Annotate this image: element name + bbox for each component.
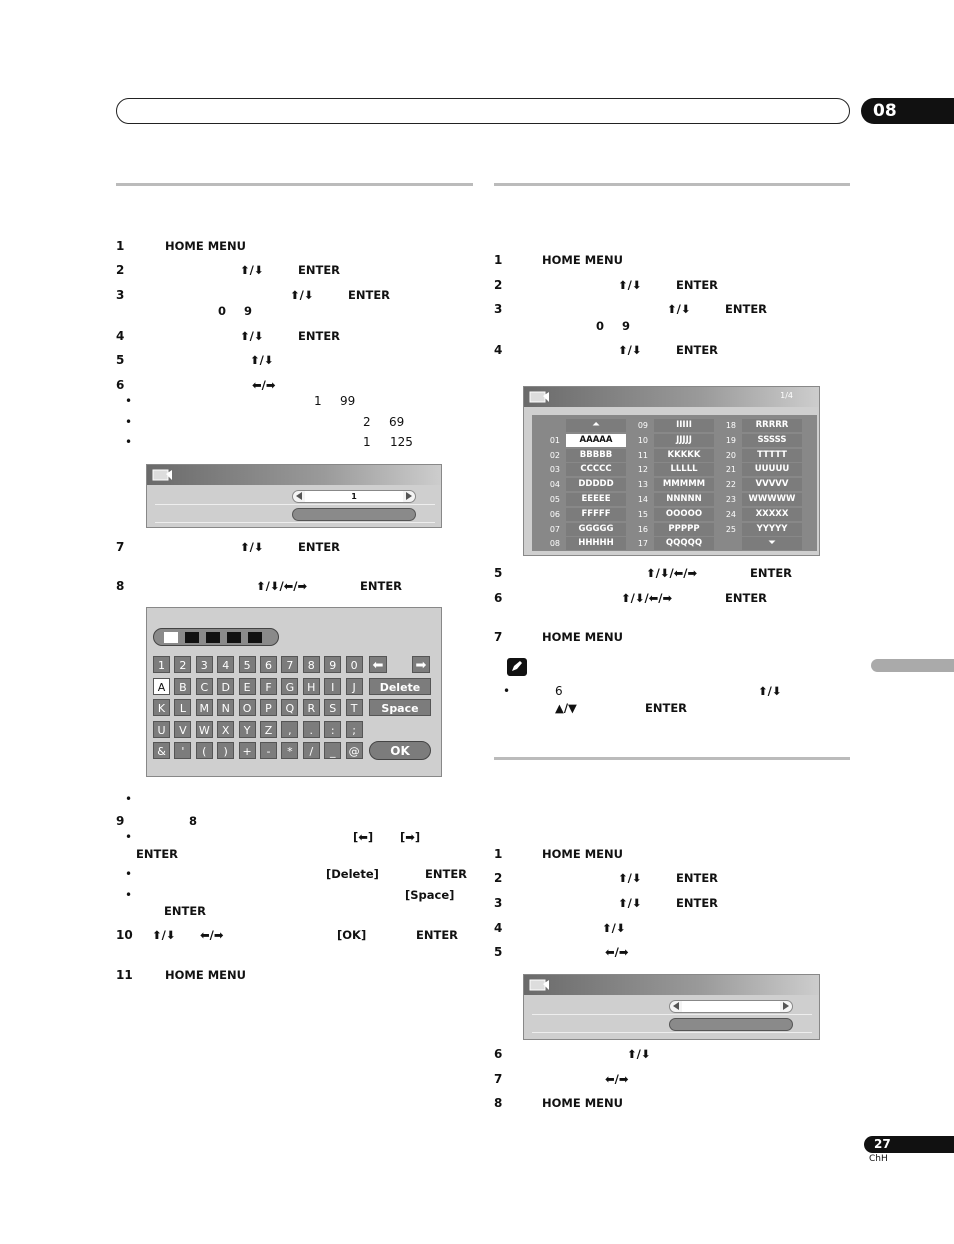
key-label: HOME MENU bbox=[542, 847, 623, 861]
char-key[interactable]: @ bbox=[346, 742, 363, 759]
char-key[interactable]: : bbox=[324, 721, 341, 738]
char-key[interactable]: 6 bbox=[260, 656, 277, 673]
step-number: 11 bbox=[116, 968, 133, 982]
char-key[interactable]: 3 bbox=[196, 656, 213, 673]
step-number: 5 bbox=[494, 945, 503, 959]
step-number: 5 bbox=[494, 566, 503, 580]
char-key[interactable]: Y bbox=[239, 721, 256, 738]
arrow-keys: ⬆/⬇ bbox=[240, 540, 264, 554]
char-key[interactable]: O bbox=[239, 699, 256, 716]
arrow-keys: ⬆/⬇/⬅/➡ bbox=[621, 591, 673, 605]
arrow-keys: ⬆/⬇ bbox=[618, 896, 642, 910]
key-label: ENTER bbox=[725, 591, 768, 605]
channel-number: 16 bbox=[637, 524, 648, 534]
delete-key[interactable]: Delete bbox=[369, 678, 431, 695]
range-start: 1 bbox=[363, 435, 371, 449]
channel-name[interactable]: XXXXX bbox=[742, 508, 802, 521]
cursor-left-key[interactable]: ⬅ bbox=[369, 656, 387, 673]
char-key[interactable]: N bbox=[217, 699, 234, 716]
channel-name[interactable]: YYYYY bbox=[742, 523, 802, 536]
setting-screen-2 bbox=[523, 974, 820, 1040]
char-key[interactable]: . bbox=[303, 721, 320, 738]
step-number: 1 bbox=[494, 253, 503, 267]
channel-number: 05 bbox=[549, 495, 560, 504]
channel-name[interactable]: EEEEE bbox=[566, 493, 626, 506]
screen-header bbox=[147, 465, 441, 485]
key-label: ENTER bbox=[348, 288, 391, 302]
char-key[interactable]: & bbox=[153, 742, 170, 759]
arrow-keys: ▲/▼ bbox=[555, 701, 577, 715]
key-label: ENTER bbox=[425, 867, 468, 881]
page-number: 27 bbox=[864, 1136, 954, 1153]
right-arrow-icon[interactable] bbox=[406, 492, 412, 500]
channel-name[interactable]: QQQQQ bbox=[654, 537, 714, 550]
cursor-right-key[interactable]: ➡ bbox=[412, 656, 430, 673]
value-selector[interactable] bbox=[669, 1000, 793, 1013]
channel-number: 01 bbox=[549, 435, 560, 445]
setting-screen bbox=[146, 464, 442, 528]
channel-number: 08 bbox=[549, 539, 560, 549]
key-label: ENTER bbox=[416, 928, 459, 942]
char-key[interactable]: + bbox=[239, 742, 256, 759]
channel-name[interactable]: TTTTT bbox=[742, 449, 802, 462]
left-arrow-icon[interactable] bbox=[296, 492, 302, 500]
char-key[interactable]: P bbox=[260, 699, 277, 716]
step-number: 4 bbox=[494, 343, 503, 357]
step-number: 8 bbox=[494, 1096, 503, 1110]
step-number: 5 bbox=[116, 353, 125, 367]
space-key[interactable]: Space bbox=[369, 699, 431, 716]
step-number: 7 bbox=[494, 1072, 503, 1086]
range-end: 9 bbox=[244, 304, 253, 318]
key-label: ENTER bbox=[676, 278, 719, 292]
selector-value-field bbox=[682, 1001, 780, 1012]
settings-screen-icon bbox=[529, 978, 551, 992]
option-field[interactable] bbox=[669, 1018, 793, 1031]
step-number: 1 bbox=[494, 847, 503, 861]
channel-name[interactable]: UUUUU bbox=[742, 463, 802, 476]
screen-header bbox=[524, 975, 819, 995]
arrow-keys: ⬆/⬇/⬅/➡ bbox=[256, 579, 308, 593]
channel-name[interactable]: OOOOO bbox=[654, 508, 714, 521]
key-label: [➡] bbox=[400, 830, 421, 844]
range-start: 1 bbox=[314, 394, 322, 408]
key-label: [Delete] bbox=[326, 867, 379, 881]
arrow-keys: ⬅/➡ bbox=[252, 378, 276, 392]
char-key[interactable]: H bbox=[303, 678, 320, 695]
page-indicator: 1/4 bbox=[780, 391, 793, 400]
bullet: • bbox=[125, 415, 133, 429]
char-key[interactable]: ( bbox=[196, 742, 213, 759]
key-label: ENTER bbox=[725, 302, 768, 316]
channel-number: 09 bbox=[637, 421, 648, 430]
step-number: 7 bbox=[494, 630, 503, 644]
char-key[interactable]: D bbox=[217, 678, 234, 695]
char-key[interactable]: * bbox=[281, 742, 298, 759]
char-key[interactable]: 7 bbox=[281, 656, 298, 673]
channel-number: 18 bbox=[725, 421, 736, 430]
value-selector[interactable] bbox=[292, 490, 416, 503]
arrow-keys: ⬆/⬇ bbox=[618, 278, 642, 292]
char-key[interactable]: C bbox=[196, 678, 213, 695]
range-start: 0 bbox=[596, 319, 605, 333]
char-key[interactable]: I bbox=[324, 678, 341, 695]
key-label: HOME MENU bbox=[165, 239, 246, 253]
char-key[interactable]: Q bbox=[281, 699, 298, 716]
key-label: ENTER bbox=[676, 343, 719, 357]
char-key[interactable]: _ bbox=[324, 742, 341, 759]
channel-number: 21 bbox=[725, 465, 736, 475]
input-slot bbox=[164, 632, 178, 643]
key-label: ENTER bbox=[136, 847, 179, 861]
name-field[interactable] bbox=[292, 508, 416, 521]
arrow-keys: ⬆/⬇ bbox=[250, 353, 274, 367]
step-number: 4 bbox=[494, 921, 503, 935]
char-key[interactable]: L bbox=[174, 699, 191, 716]
range-start: 2 bbox=[363, 415, 371, 429]
channel-name[interactable]: JJJJJ bbox=[654, 434, 714, 447]
arrow-keys: ⬆/⬇ bbox=[240, 263, 264, 277]
bullet: • bbox=[125, 867, 133, 881]
char-key[interactable]: 8 bbox=[303, 656, 320, 673]
keyboard-screen bbox=[146, 607, 442, 777]
step-number: 3 bbox=[494, 302, 503, 316]
key-label: ENTER bbox=[645, 701, 688, 715]
input-slot bbox=[206, 632, 220, 643]
step-number: 6 bbox=[494, 1047, 503, 1061]
arrow-keys: ⬆/⬇ bbox=[618, 871, 642, 885]
char-key[interactable]: A bbox=[153, 678, 170, 695]
char-key[interactable]: J bbox=[346, 678, 363, 695]
char-key[interactable]: 2 bbox=[174, 656, 191, 673]
char-key[interactable]: X bbox=[217, 721, 234, 738]
step-number: 3 bbox=[494, 896, 503, 910]
char-key[interactable]: / bbox=[303, 742, 320, 759]
char-key[interactable]: W bbox=[196, 721, 213, 738]
input-slot bbox=[185, 632, 199, 643]
channel-number: 15 bbox=[637, 509, 648, 519]
channel-name[interactable]: GGGGG bbox=[566, 523, 626, 536]
char-key[interactable]: T bbox=[346, 699, 363, 716]
step-number: 9 bbox=[116, 814, 125, 828]
char-key[interactable]: ; bbox=[346, 721, 363, 738]
key-label: HOME MENU bbox=[542, 1096, 623, 1110]
channel-number: 14 bbox=[637, 495, 648, 504]
range-end: 99 bbox=[340, 394, 356, 408]
key-label: ENTER bbox=[164, 904, 207, 918]
char-key[interactable]: B bbox=[174, 678, 191, 695]
step-number: 2 bbox=[116, 263, 125, 277]
key-label: ENTER bbox=[360, 579, 403, 593]
step-number: 3 bbox=[116, 288, 125, 302]
channel-number: 11 bbox=[637, 450, 648, 460]
channel-name[interactable]: PPPPP bbox=[654, 523, 714, 536]
range-end: 9 bbox=[622, 319, 631, 333]
selector-value: 1 bbox=[305, 491, 403, 502]
channel-name[interactable]: VVVVV bbox=[742, 478, 802, 491]
channel-name[interactable]: MMMMM bbox=[654, 478, 714, 491]
bullet: • bbox=[125, 394, 133, 408]
char-key[interactable]: 1 bbox=[153, 656, 170, 673]
channel-number: 10 bbox=[637, 435, 648, 445]
arrow-keys: ⬆/⬇ bbox=[758, 684, 782, 698]
channel-number: 07 bbox=[549, 524, 560, 534]
arrow-keys: ⬆/⬇ bbox=[240, 329, 264, 343]
channel-name[interactable]: RRRRR bbox=[742, 419, 802, 432]
char-key[interactable]: S bbox=[324, 699, 341, 716]
key-label: HOME MENU bbox=[165, 968, 246, 982]
channel-number: 17 bbox=[637, 539, 648, 549]
input-slots bbox=[153, 628, 279, 646]
channel-number: 19 bbox=[725, 435, 736, 445]
step-number: 1 bbox=[116, 239, 125, 253]
left-arrow-icon[interactable] bbox=[673, 1002, 679, 1010]
char-key[interactable]: K bbox=[153, 699, 170, 716]
channel-list-screen bbox=[523, 386, 820, 556]
arrow-keys: ⬅/➡ bbox=[605, 945, 629, 959]
char-key[interactable]: F bbox=[260, 678, 277, 695]
range-start: 0 bbox=[218, 304, 227, 318]
channel-number: 12 bbox=[637, 465, 648, 475]
bullet: • bbox=[125, 830, 133, 844]
arrow-keys: ⬆/⬇ bbox=[152, 928, 176, 942]
range-end: 69 bbox=[389, 415, 405, 429]
channel-number: 13 bbox=[637, 480, 648, 490]
channel-name[interactable]: FFFFF bbox=[566, 508, 626, 521]
bullet: • bbox=[125, 435, 133, 449]
settings-screen-icon bbox=[152, 468, 174, 482]
channel-name[interactable]: HHHHH bbox=[566, 537, 626, 550]
char-key[interactable]: Z bbox=[260, 721, 277, 738]
screen-header bbox=[524, 387, 819, 407]
char-key[interactable]: ) bbox=[217, 742, 234, 759]
char-key[interactable]: M bbox=[196, 699, 213, 716]
key-label: ENTER bbox=[298, 263, 341, 277]
channel-name[interactable]: KKKKK bbox=[654, 449, 714, 462]
char-key[interactable]: 9 bbox=[324, 656, 341, 673]
channel-name[interactable]: CCCCC bbox=[566, 463, 626, 476]
input-slot bbox=[227, 632, 241, 643]
char-key[interactable]: ' bbox=[174, 742, 191, 759]
char-key[interactable]: 5 bbox=[239, 656, 256, 673]
chapter-number: 08 bbox=[861, 98, 954, 124]
step-reference: 6 bbox=[555, 684, 563, 698]
side-tab bbox=[871, 659, 954, 672]
arrow-keys: ⬆/⬇ bbox=[667, 302, 691, 316]
arrow-keys: ⬅/➡ bbox=[200, 928, 224, 942]
key-label: ENTER bbox=[676, 896, 719, 910]
channel-number: 25 bbox=[725, 524, 736, 534]
section-rule-right-2 bbox=[494, 757, 850, 760]
channel-number: 03 bbox=[549, 465, 560, 475]
key-label: [OK] bbox=[337, 928, 367, 942]
step-number: 10 bbox=[116, 928, 133, 942]
right-arrow-icon[interactable] bbox=[783, 1002, 789, 1010]
settings-screen-icon bbox=[529, 390, 551, 404]
channel-number: 04 bbox=[549, 480, 560, 490]
channel-name[interactable]: ⏷ bbox=[742, 537, 802, 550]
step-number: 4 bbox=[116, 329, 125, 343]
channel-name[interactable]: ⏶ bbox=[566, 419, 626, 432]
channel-number: 24 bbox=[725, 509, 736, 519]
range-end: 125 bbox=[390, 435, 413, 449]
key-label: ENTER bbox=[298, 329, 341, 343]
ok-key[interactable]: OK bbox=[369, 741, 431, 760]
language-code: ChH bbox=[869, 1154, 888, 1164]
channel-name[interactable]: AAAAA bbox=[566, 434, 626, 447]
note-icon bbox=[507, 658, 527, 676]
bullet: • bbox=[125, 792, 133, 806]
channel-name[interactable]: BBBBB bbox=[566, 449, 626, 462]
char-key[interactable]: U bbox=[153, 721, 170, 738]
key-label: [⬅] bbox=[353, 830, 374, 844]
step-number: 2 bbox=[494, 278, 503, 292]
char-key[interactable]: R bbox=[303, 699, 320, 716]
char-key[interactable]: E bbox=[239, 678, 256, 695]
step-number: 7 bbox=[116, 540, 125, 554]
arrow-keys: ⬆/⬇ bbox=[627, 1047, 651, 1061]
key-label: ENTER bbox=[676, 871, 719, 885]
step-number: 2 bbox=[494, 871, 503, 885]
step-number: 8 bbox=[116, 579, 125, 593]
arrow-keys: ⬆/⬇ bbox=[602, 921, 626, 935]
arrow-keys: ⬆/⬇ bbox=[290, 288, 314, 302]
input-slot bbox=[248, 632, 262, 643]
key-label: ENTER bbox=[298, 540, 341, 554]
key-label: HOME MENU bbox=[542, 630, 623, 644]
arrow-keys: ⬆/⬇/⬅/➡ bbox=[646, 566, 698, 580]
arrow-keys: ⬅/➡ bbox=[605, 1072, 629, 1086]
step-reference: 8 bbox=[189, 814, 198, 828]
channel-number: 22 bbox=[725, 480, 736, 490]
key-label: ENTER bbox=[750, 566, 793, 580]
bullet: • bbox=[125, 888, 133, 902]
channel-number: 23 bbox=[725, 495, 736, 504]
section-rule-left bbox=[116, 183, 473, 186]
step-number: 6 bbox=[494, 591, 503, 605]
arrow-keys: ⬆/⬇ bbox=[618, 343, 642, 357]
channel-name[interactable]: DDDDD bbox=[566, 478, 626, 491]
key-label: [Space] bbox=[405, 888, 455, 902]
char-key[interactable]: , bbox=[281, 721, 298, 738]
channel-name[interactable]: WWWWW bbox=[742, 493, 802, 506]
bullet: • bbox=[503, 684, 511, 698]
key-label: HOME MENU bbox=[542, 253, 623, 267]
channel-name[interactable]: SSSSS bbox=[742, 434, 802, 447]
char-key[interactable]: 0 bbox=[346, 656, 363, 673]
channel-number: 20 bbox=[725, 450, 736, 460]
channel-name[interactable]: IIIII bbox=[654, 419, 714, 432]
char-key[interactable]: G bbox=[281, 678, 298, 695]
channel-number: 06 bbox=[549, 509, 560, 519]
char-key[interactable]: - bbox=[260, 742, 277, 759]
section-rule-right bbox=[494, 183, 850, 186]
channel-number: 02 bbox=[549, 450, 560, 460]
channel-name[interactable]: NNNNN bbox=[654, 493, 714, 506]
char-key[interactable]: V bbox=[174, 721, 191, 738]
step-number: 6 bbox=[116, 378, 125, 392]
chapter-title-bar bbox=[116, 98, 850, 124]
char-key[interactable]: 4 bbox=[217, 656, 234, 673]
channel-name[interactable]: LLLLL bbox=[654, 463, 714, 476]
